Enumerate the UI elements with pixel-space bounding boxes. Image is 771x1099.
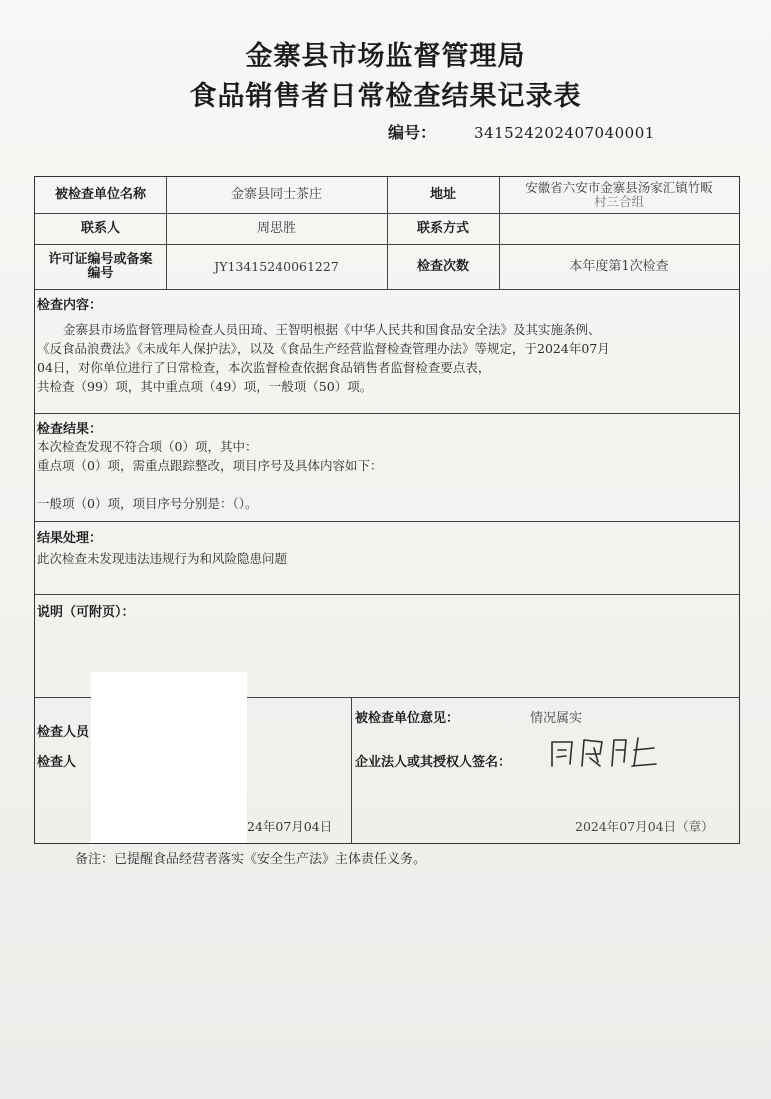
unit-date: 2024年07月04日（章）	[575, 819, 714, 834]
contact-value: 周思胜	[256, 220, 296, 236]
content-heading: 检查内容：	[37, 298, 103, 313]
row-divider	[35, 289, 739, 290]
unit-opinion-label: 被检查单位意见：	[355, 711, 460, 726]
result-text	[37, 437, 737, 513]
result-line-3: 一般项（0）项，项目序号分别是：（）。	[37, 496, 258, 511]
title-agency: 金寨县市场监督管理局	[245, 41, 526, 72]
result-line-2: 重点项（0）项，需重点跟踪整改，项目序号及具体内容如下：	[37, 458, 383, 473]
inspect-count-value: 本年度第1次检查	[569, 258, 669, 274]
redaction-block	[91, 672, 247, 843]
phone-value	[499, 213, 739, 244]
handwritten-signature	[548, 736, 658, 776]
notes-heading: 说明（可附页）：	[37, 605, 135, 620]
document-number-value: 341524202407040001	[474, 124, 655, 142]
title-form: 食品销售者日常检查结果记录表	[189, 81, 582, 112]
address-value	[499, 177, 739, 213]
inspector-date: 24年07月04日	[247, 819, 333, 834]
inspect-count-label: 检查次数	[416, 258, 469, 274]
row-divider	[35, 521, 739, 522]
content-line-2: 《反食品浪费法》《未成年人保护法》，以及《食品生产经营监督检查管理办法》等规定，于2024年07月	[37, 341, 610, 356]
row-divider	[35, 594, 739, 595]
address-line1: 安徽省六安市金寨县汤家汇镇竹畈	[525, 180, 713, 195]
inspector-label: 检查人员	[37, 725, 90, 740]
license-label-line2: 编号	[87, 265, 114, 281]
phone-label: 联系方式	[416, 220, 469, 236]
license-label	[35, 244, 166, 289]
handling-line-1: 此次检查未发现违法违规行为和风险隐患问题	[37, 551, 288, 566]
content-line-3: 04日，对你单位进行了日常检查，本次监督检查依据食品销售者监督检查要点表，	[37, 360, 491, 375]
unit-name-label: 被检查单位名称	[54, 187, 146, 202]
content-text	[37, 320, 737, 396]
document-number-label: 编号：	[388, 123, 437, 142]
row-divider	[35, 413, 739, 414]
footer-note: 备注：已提醒食品经营者落实《安全生产法》主体责任义务。	[75, 852, 427, 867]
content-line-4: 共检查（99）项，其中重点项（49）项，一般项（50）项。	[37, 379, 373, 394]
address-line2: 村三合组	[593, 194, 644, 209]
address-label: 地址	[429, 187, 456, 202]
col-divider	[351, 697, 352, 843]
license-label-line1: 许可证编号或备案	[48, 251, 153, 267]
inspector-sign-label: 检查人	[37, 755, 77, 770]
result-line-1: 本次检查发现不符合项（0）项，其中：	[37, 439, 258, 454]
unit-opinion-value: 情况属实	[530, 711, 583, 726]
result-heading: 检查结果：	[37, 422, 103, 437]
handling-heading: 结果处理：	[37, 531, 103, 546]
document-number	[388, 120, 655, 143]
unit-name-value: 金寨县同士茶庄	[230, 187, 322, 202]
contact-label: 联系人	[80, 220, 120, 236]
legal-sign-label: 企业法人或其授权人签名：	[355, 755, 512, 770]
content-line-1: 金寨县市场监督管理局检查人员田琦、王智明根据《中华人民共和国食品安全法》及其实施条例、	[63, 322, 601, 337]
license-value: JY13415240061227	[214, 258, 339, 274]
